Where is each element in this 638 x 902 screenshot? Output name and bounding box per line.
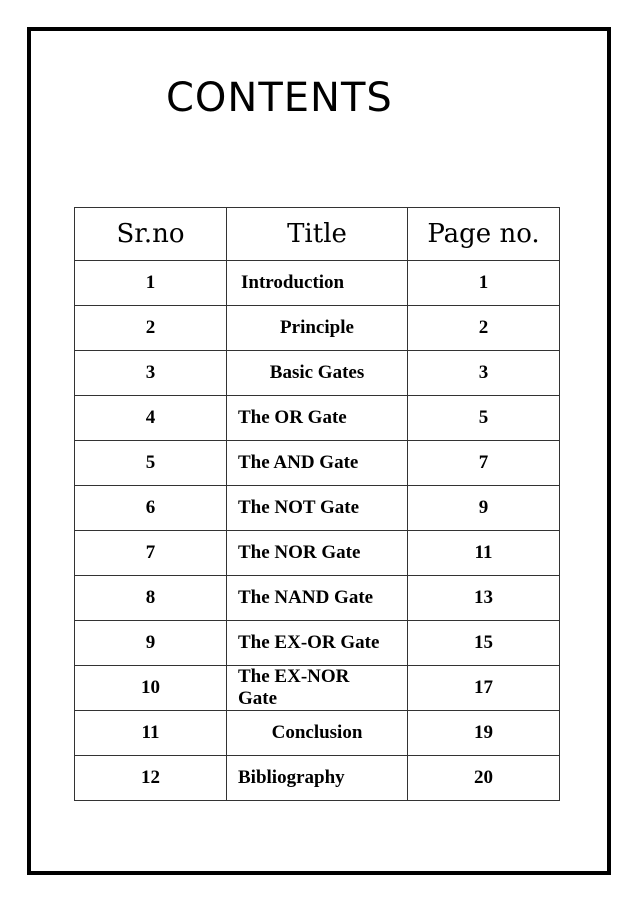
row-page-no: 3	[408, 351, 560, 396]
row-sr-no: 9	[75, 621, 227, 666]
row-sr-no: 11	[75, 711, 227, 756]
row-sr-no: 10	[75, 666, 227, 711]
table-row	[75, 666, 560, 711]
table-row	[75, 261, 560, 306]
row-title: Bibliography	[227, 756, 408, 801]
header-page-no: Page no.	[408, 208, 560, 261]
table-row	[75, 486, 560, 531]
page-title: CONTENTS	[166, 75, 393, 121]
row-sr-no: 8	[75, 576, 227, 621]
row-page-no: 5	[408, 396, 560, 441]
row-page-no: 15	[408, 621, 560, 666]
table-row	[75, 621, 560, 666]
table-row	[75, 441, 560, 486]
row-title: The NAND Gate	[227, 576, 408, 621]
row-title: Basic Gates	[227, 351, 408, 396]
row-title: The OR Gate	[227, 396, 408, 441]
row-title: Conclusion	[227, 711, 408, 756]
table-row	[75, 756, 560, 801]
row-sr-no: 12	[75, 756, 227, 801]
row-page-no: 13	[408, 576, 560, 621]
row-sr-no: 7	[75, 531, 227, 576]
table-row	[75, 531, 560, 576]
row-page-no: 17	[408, 666, 560, 711]
row-page-no: 20	[408, 756, 560, 801]
row-title: The EX-OR Gate	[227, 621, 408, 666]
table-header-row	[75, 208, 560, 261]
header-sr-no: Sr.no	[75, 208, 227, 261]
row-page-no: 11	[408, 531, 560, 576]
row-sr-no: 4	[75, 396, 227, 441]
row-page-no: 9	[408, 486, 560, 531]
row-page-no: 19	[408, 711, 560, 756]
row-page-no: 1	[408, 261, 560, 306]
row-sr-no: 2	[75, 306, 227, 351]
row-title: Introduction	[227, 261, 408, 306]
table-row	[75, 396, 560, 441]
row-page-no: 7	[408, 441, 560, 486]
row-title: The EX-NOR Gate	[227, 666, 408, 711]
table-row	[75, 306, 560, 351]
row-title: The NOT Gate	[227, 486, 408, 531]
table-row	[75, 711, 560, 756]
row-sr-no: 1	[75, 261, 227, 306]
row-title: Principle	[227, 306, 408, 351]
contents-table	[74, 207, 560, 801]
table-row	[75, 576, 560, 621]
row-sr-no: 3	[75, 351, 227, 396]
table-row	[75, 351, 560, 396]
row-title: The AND Gate	[227, 441, 408, 486]
row-title: The NOR Gate	[227, 531, 408, 576]
row-sr-no: 6	[75, 486, 227, 531]
row-page-no: 2	[408, 306, 560, 351]
row-sr-no: 5	[75, 441, 227, 486]
header-title: Title	[227, 208, 408, 261]
